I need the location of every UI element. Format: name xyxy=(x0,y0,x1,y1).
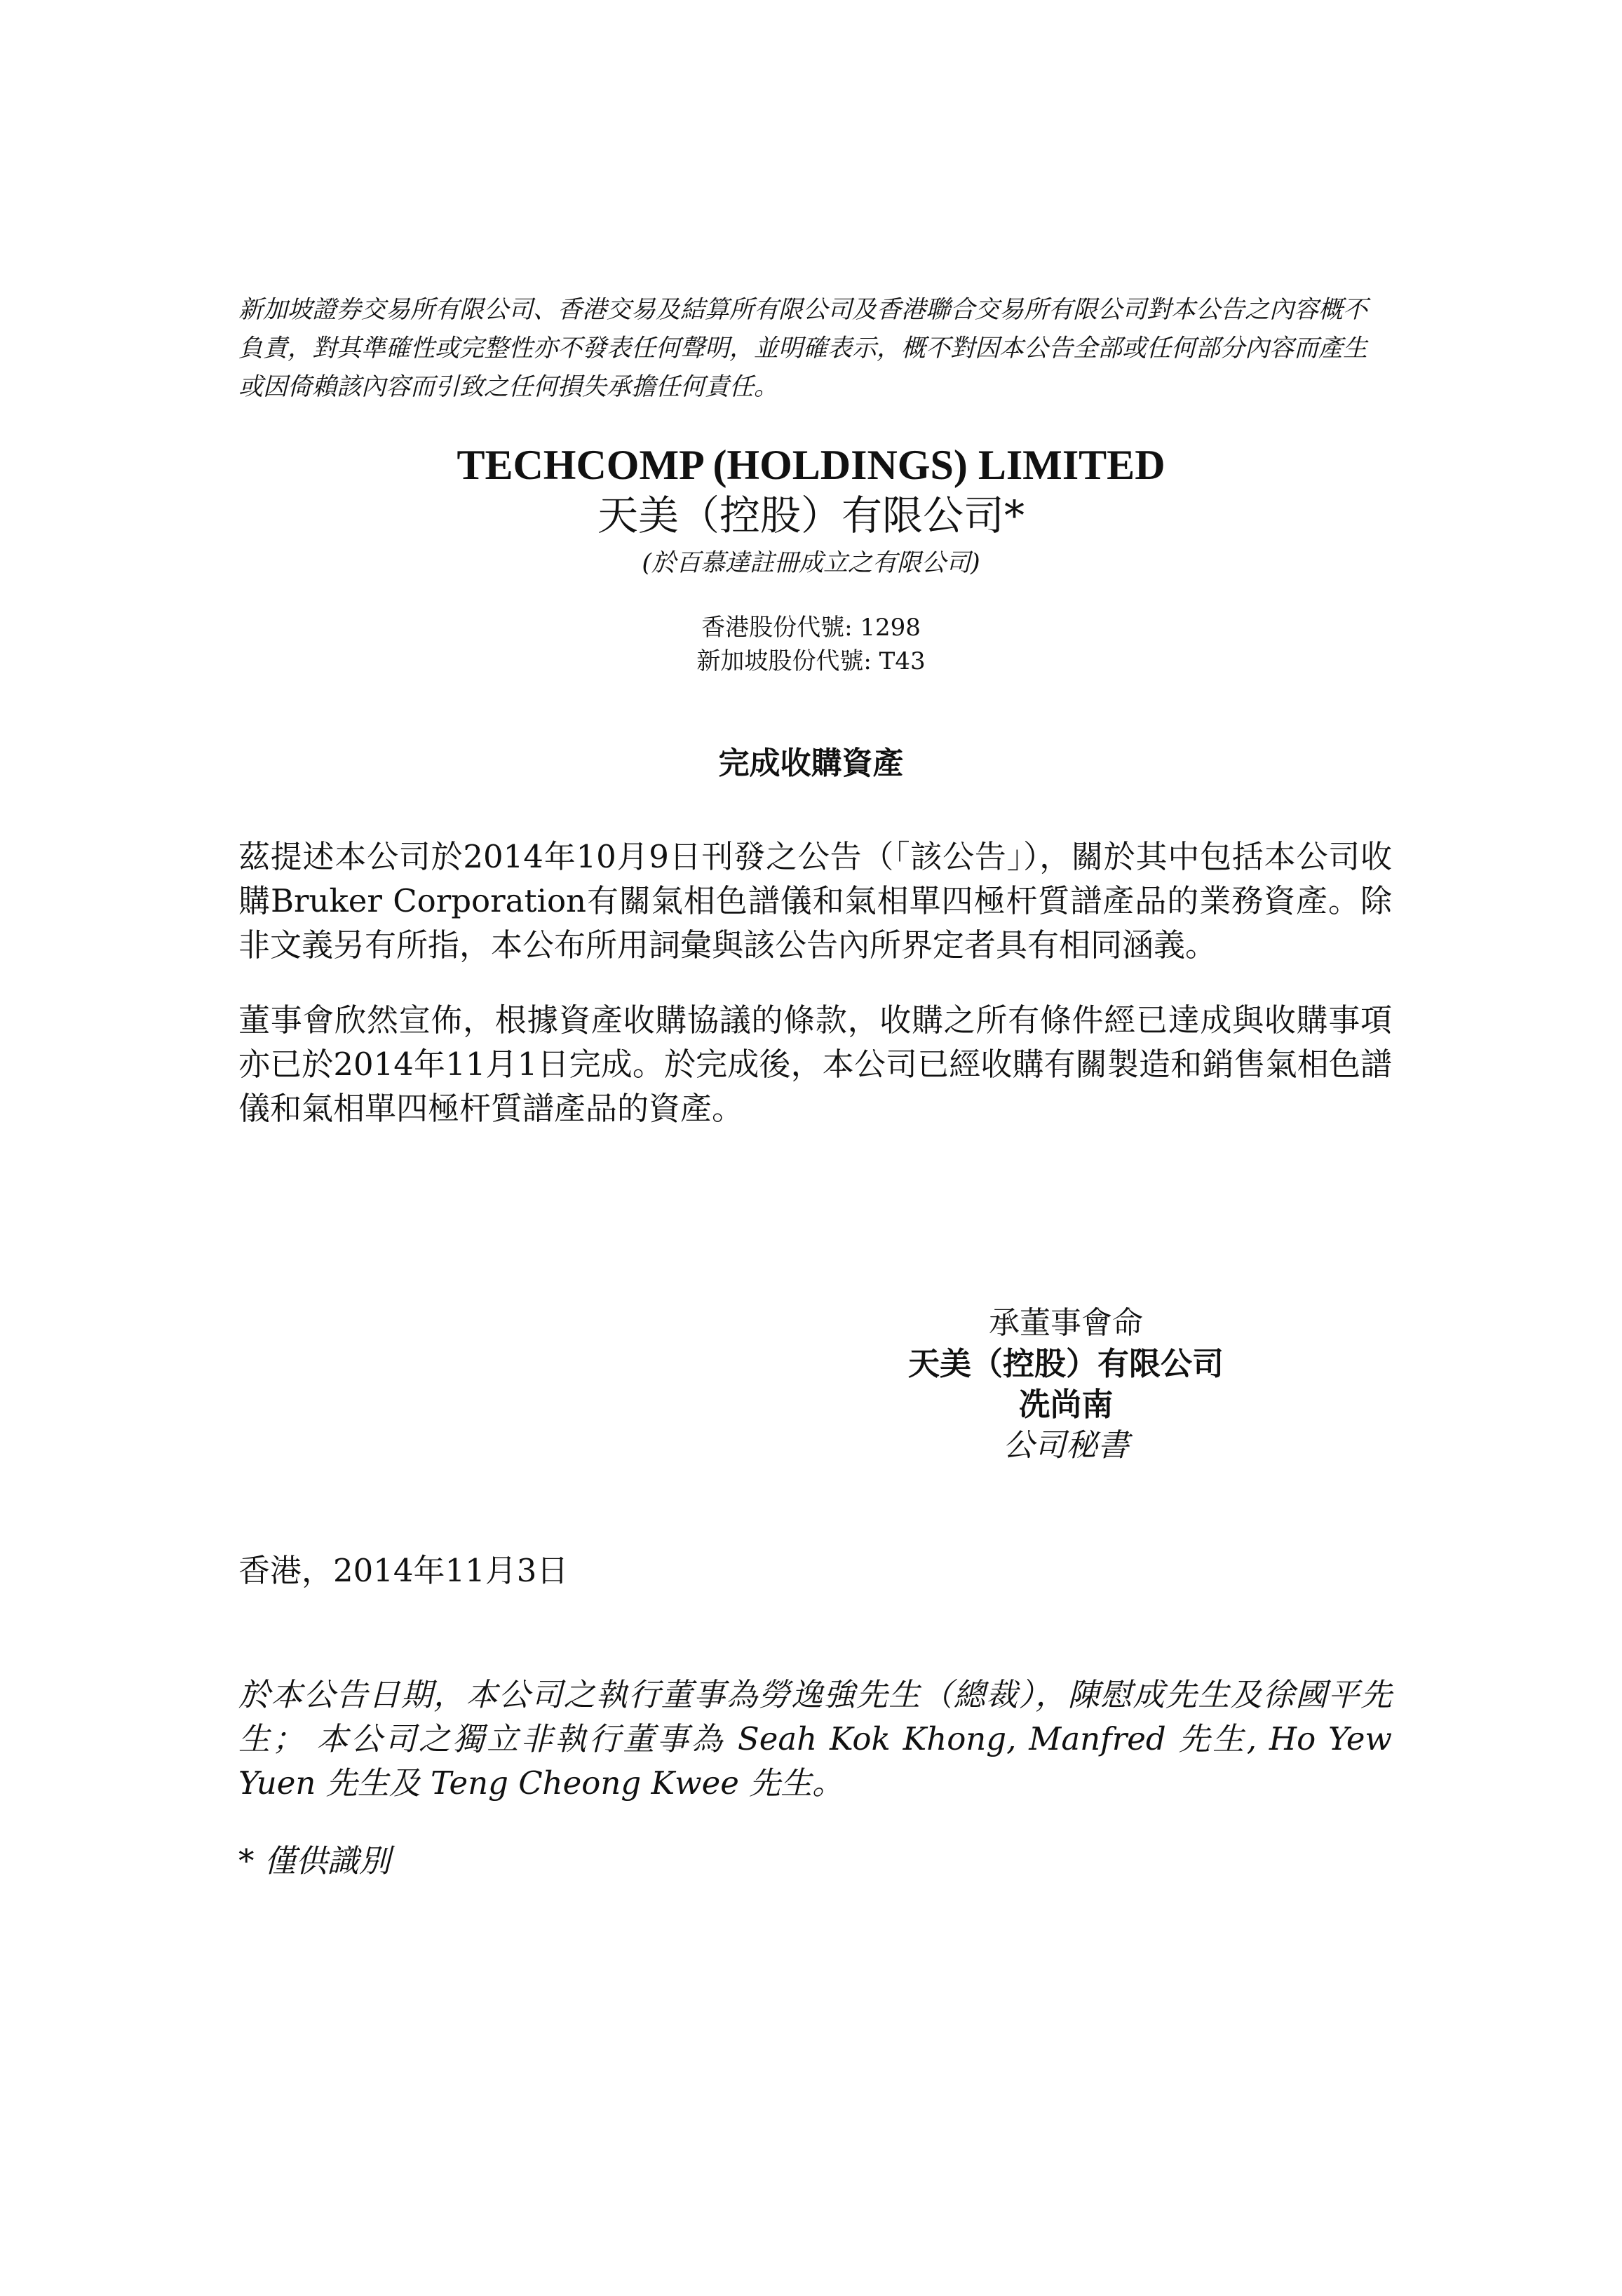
body-paragraph-reference: 茲提述本公司於2014年10月9日刊發之公告（「該公告」），關於其中包括本公司收購Bruker Corporation有關氣相色譜儀和氣相單四極杆質譜產品的業務資產。除非文義另有所指，本公布所用詞彙與該公告內所界定者具有相同涵義。 xyxy=(238,838,1392,964)
signoff-company: 天美（控股）有限公司 xyxy=(907,1345,1224,1382)
exchange-disclaimer: 新加坡證券交易所有限公司、香港交易及結算所有限公司及香港聯合交易所有限公司對本公告之內容概不負責，對其準確性或完整性亦不發表任何聲明，並明確表示，概不對因本公告全部或任何部分內容而產生或因倚賴該內容而引致之任何損失承擔任何責任。 xyxy=(238,296,1368,401)
company-name-english: TECHCOMP (HOLDINGS) LIMITED xyxy=(457,442,1165,488)
registration-note: (於百慕達註冊成立之有限公司) xyxy=(642,549,980,577)
signoff-order-line: 承董事會命 xyxy=(989,1305,1143,1341)
signoff-signatory-title: 公司秘書 xyxy=(1002,1426,1129,1464)
announcement-title: 完成收購資產 xyxy=(718,745,904,781)
identification-footnote: * 僅供識別 xyxy=(238,1842,391,1879)
company-name-chinese: 天美（控股）有限公司* xyxy=(597,492,1025,539)
announcement-date: 香港，2014年11月3日 xyxy=(238,1552,569,1589)
stock-code-singapore: 新加坡股份代號: T43 xyxy=(696,647,926,675)
body-paragraph-completion: 董事會欣然宣佈，根據資產收購協議的條款，收購之所有條件經已達成與收購事項亦已於2014年11月1日完成。於完成後，本公司已經收購有關製造和銷售氣相色譜儀和氣相單四極杆質譜產品的資產。 xyxy=(238,1001,1392,1127)
directors-statement: 於本公告日期，本公司之執行董事為勞逸強先生（總裁），陳慰成先生及徐國平先生； 本公司之獨立非執行董事為 Seah Kok Khong, Manfred 先生, Ho Yew Yuen 先生及 Teng Cheong Kwee 先生。 xyxy=(238,1676,1392,1802)
signoff-signatory-name: 冼尚南 xyxy=(1018,1386,1114,1423)
stock-code-hong-kong: 香港股份代號: 1298 xyxy=(701,614,921,642)
